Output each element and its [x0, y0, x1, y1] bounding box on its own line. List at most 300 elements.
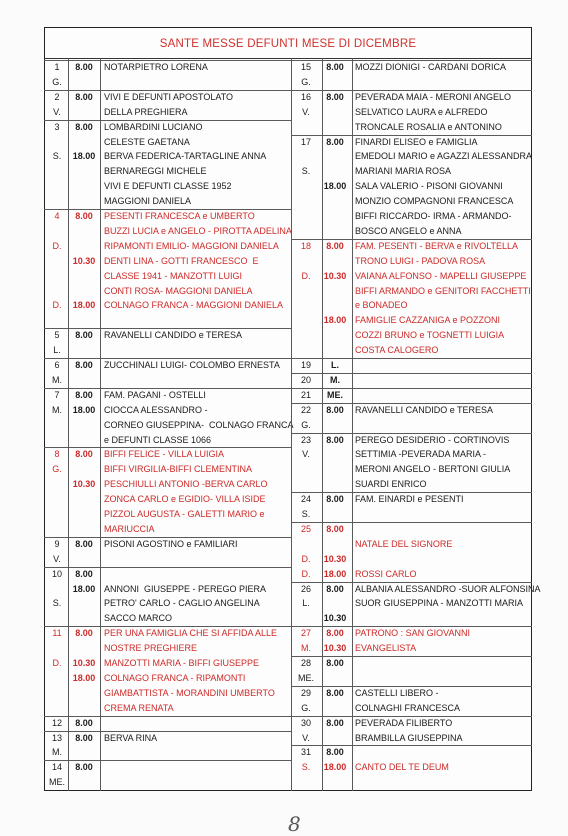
row-divider [291, 716, 532, 717]
day-cell: 16 [300, 91, 311, 102]
table-row [44, 60, 291, 75]
row-divider [291, 239, 532, 240]
time-cell: 8.00 [75, 538, 93, 549]
table-row [291, 60, 532, 75]
names-cell: BOSCO ANGELO e ANNA [355, 225, 462, 236]
table-row [44, 522, 291, 537]
names-cell: FAM. PESENTI - BERVA e RIVOLTELLA [355, 240, 519, 251]
time-cell: 18.00 [323, 568, 347, 579]
table-row [44, 477, 291, 492]
table-row [291, 731, 532, 746]
names-cell: ALBANIA ALESSANDRO -SUOR ALFONSINA [355, 583, 541, 594]
day-cell: G. [52, 464, 62, 475]
row-divider [291, 492, 532, 493]
day-cell: 19 [300, 360, 311, 370]
table-row [291, 209, 532, 224]
table-row [44, 596, 291, 611]
names-cell: PISONI AGOSTINO e FAMILIARI [104, 538, 238, 549]
row-divider [44, 760, 291, 761]
day-cell: 29 [300, 687, 311, 698]
day-cell: 23 [300, 434, 311, 445]
day-cell: M. [52, 374, 62, 385]
names-cell: VAIANA ALFONSO - MAPELLI GIUSEPPE [355, 270, 527, 281]
time-cell: 8.00 [326, 628, 344, 639]
time-cell: 8.00 [326, 747, 344, 758]
time-cell: 10.30 [72, 255, 96, 266]
names-cell: MERONI ANGELO - BERTONI GIULIA [355, 464, 511, 475]
day-cell: 15 [300, 62, 311, 72]
row-divider [291, 135, 532, 136]
table-row [44, 224, 291, 239]
table-row [44, 90, 291, 105]
table-row [291, 135, 532, 150]
table-row [291, 105, 532, 120]
names-cell: MARIUCCIA [104, 523, 155, 534]
row-divider [44, 209, 291, 210]
day-cell: 11 [52, 628, 62, 639]
time-cell: 8.00 [326, 717, 344, 728]
time-cell: 8.00 [326, 687, 344, 698]
names-cell: PEVERADA MAIA - MERONI ANGELO [355, 91, 512, 102]
time-cell: 10.30 [72, 658, 96, 668]
day-cell: S. [301, 509, 311, 519]
names-cell: CREMA RENATA [104, 702, 174, 713]
names-cell: BRAMBILLA GIUSEPPINA [355, 732, 463, 743]
day-cell: 2 [54, 91, 60, 102]
day-cell: 13 [51, 732, 62, 743]
day-cell: 28 [300, 658, 311, 668]
table-row [291, 403, 532, 418]
table-row [44, 120, 291, 135]
names-cell: RAVANELLI CANDIDO e TERESA [355, 404, 494, 415]
time-cell: 18.00 [323, 762, 347, 773]
names-cell: SUARDI ENRICO [355, 479, 427, 490]
table-row [291, 641, 532, 656]
day-cell: ME. [48, 777, 65, 788]
table-row [291, 418, 532, 433]
names-cell: MAGGIONI DANIELA [104, 196, 192, 207]
names-cell: PEVERADA FILIBERTO [355, 717, 453, 728]
day-cell: 6 [54, 360, 60, 370]
table-row [44, 462, 291, 477]
day-cell: 8 [54, 449, 60, 460]
time-cell: 10.30 [323, 643, 347, 654]
table-row [44, 239, 291, 254]
time-cell: 10.30 [323, 553, 347, 564]
time-cell: 8.00 [326, 523, 344, 534]
names-cell: PESENTI FRANCESCA e UMBERTO [104, 211, 255, 221]
names-cell: SELVATICO LAURA e ALFREDO [355, 106, 488, 117]
day-cell: V. [302, 106, 310, 117]
table-row [291, 567, 532, 582]
time-cell: 8.00 [75, 211, 93, 221]
names-cell: LOMBARDINI LUCIANO [104, 121, 203, 132]
day-cell: 20 [300, 374, 311, 385]
table-row [44, 686, 291, 701]
day-cell: G. [52, 76, 62, 87]
day-cell: D. [301, 553, 311, 564]
time-cell: 18.00 [72, 300, 96, 311]
table-row [291, 492, 532, 507]
table-row [291, 313, 532, 328]
table-row [44, 492, 291, 507]
table-row [44, 537, 291, 552]
day-cell: 27 [300, 628, 311, 639]
day-cell: ME. [297, 672, 314, 683]
names-cell: CASTELLI LIBERO - [355, 687, 439, 698]
names-cell: MONZIO COMPAGNONI FRANCESCA [355, 196, 514, 207]
day-cell: L. [302, 598, 310, 609]
names-cell: BIFFI ARMANDO e GENITORI FACCHETTI [355, 285, 531, 296]
time-cell: 8.00 [75, 717, 93, 728]
day-cell: G. [301, 702, 311, 713]
time-cell: 8.00 [326, 658, 344, 668]
names-cell: VIVI E DEFUNTI APOSTOLATO [104, 91, 234, 102]
names-cell: ANNONI GIUSEPPE - PEREGO PIERA [104, 583, 267, 594]
table-row [44, 328, 291, 343]
table-row [291, 552, 532, 567]
table-row [291, 120, 532, 135]
time-cell: 8.00 [326, 404, 344, 415]
table-row [44, 313, 291, 328]
time-cell: 18.00 [323, 181, 347, 192]
row-divider [44, 567, 291, 568]
time-cell: 8.00 [326, 91, 344, 102]
table-row [44, 611, 291, 626]
table-row [44, 358, 291, 373]
table-row [44, 626, 291, 641]
table-row [44, 343, 291, 358]
table-row [44, 298, 291, 313]
names-cell: COZZI BRUNO e TOGNETTI LUIGIA [355, 330, 505, 341]
table-row [291, 477, 532, 492]
row-divider [291, 358, 532, 359]
page-number: 8 [288, 812, 301, 836]
names-cell: BIFFI VIRGILIA-BIFFI CLEMENTINA [104, 464, 253, 475]
day-cell: 3 [54, 121, 60, 132]
left-day-divider [68, 58, 69, 791]
names-cell: ZUCCHINALI LUIGI- COLOMBO ERNESTA [104, 360, 280, 370]
time-cell: 8.00 [326, 62, 344, 72]
names-cell: BIFFI RICCARDO- IRMA - ARMANDO- [355, 211, 512, 221]
time-cell: 8.00 [75, 568, 93, 579]
row-divider [291, 90, 532, 91]
names-cell: BERVA FEDERICA-TARTAGLINE ANNA [104, 151, 267, 162]
time-cell: L. [331, 360, 339, 370]
time-cell: 8.00 [75, 91, 93, 102]
names-cell: FAM. PAGANI - OSTELLI [104, 389, 206, 400]
table-row [291, 179, 532, 194]
day-cell: 4 [54, 211, 60, 221]
table-row [44, 388, 291, 403]
row-divider [44, 731, 291, 732]
right-time-divider [352, 58, 353, 791]
table-row [291, 90, 532, 105]
names-cell: BERNAREGGI MICHELE [104, 166, 207, 177]
day-cell: 1 [54, 62, 60, 72]
table-row [44, 701, 291, 716]
table-row [44, 582, 291, 597]
row-divider [44, 447, 291, 448]
names-cell: COLNAGO FRANCA - RIPAMONTI [104, 672, 246, 683]
names-cell: COLNAGO FRANCA - MAGGIONI DANIELA [104, 300, 284, 311]
table-row [291, 269, 532, 284]
names-cell: PATRONO : SAN GIOVANNI [355, 628, 471, 639]
time-cell: 8.00 [75, 732, 93, 743]
row-divider [291, 626, 532, 627]
row-divider [291, 745, 532, 746]
row-divider [44, 90, 291, 91]
time-cell: 18.00 [323, 315, 347, 326]
day-cell: G. [301, 76, 311, 87]
names-cell: RIPAMONTI EMILIO- MAGGIONI DANIELA [104, 240, 279, 251]
row-divider [291, 60, 532, 61]
row-divider [291, 433, 532, 434]
day-cell: 9 [54, 538, 60, 549]
names-cell: ROSSI CARLO [355, 568, 417, 579]
names-cell: PESCHIULLI ANTONIO -BERVA CARLO [104, 479, 268, 490]
table-row [44, 164, 291, 179]
names-cell: EVANGELISTA [355, 643, 417, 654]
table-row [291, 149, 532, 164]
day-cell: 7 [54, 389, 60, 400]
table-row [44, 760, 291, 775]
names-cell: DELLA PREGHIERA [104, 106, 188, 117]
names-cell: NATALE DEL SIGNORE [355, 538, 453, 549]
day-cell: M. [52, 404, 62, 415]
row-divider [44, 626, 291, 627]
names-cell: PER UNA FAMIGLIA CHE SI AFFIDA ALLE [104, 628, 278, 639]
time-cell: 18.00 [72, 672, 96, 683]
names-cell: BIFFI FELICE - VILLA LUIGIA [104, 449, 225, 460]
day-cell: V. [302, 732, 310, 743]
table-row [44, 403, 291, 418]
day-cell: D. [52, 240, 62, 251]
table-row [44, 269, 291, 284]
row-divider [291, 403, 532, 404]
day-cell: S. [301, 166, 311, 177]
table-row [44, 641, 291, 656]
names-cell: EMEDOLI MARIO e AGAZZI ALESSANDRA [355, 151, 533, 162]
time-cell: ME. [326, 389, 343, 400]
names-cell: PEREGO DESIDERIO - CORTINOVIS [355, 434, 510, 445]
row-divider [44, 60, 291, 61]
time-cell: 8.00 [75, 762, 93, 773]
time-cell: 10.30 [323, 270, 347, 281]
row-divider [44, 537, 291, 538]
table-row [291, 537, 532, 552]
time-cell: 8.00 [326, 136, 344, 147]
names-cell: ZONCA CARLO e EGIDIO- VILLA ISIDE [104, 494, 266, 505]
row-divider [291, 388, 532, 389]
time-cell: M. [330, 374, 340, 385]
names-cell: CANTO DEL TE DEUM [355, 762, 449, 773]
row-divider [44, 716, 291, 717]
table-row [291, 194, 532, 209]
names-cell: FAMIGLIE CAZZANIGA e POZZONI [355, 315, 501, 326]
day-cell: 18 [300, 240, 311, 251]
table-row [44, 775, 291, 790]
time-cell: 8.00 [75, 121, 93, 132]
page-title: SANTE MESSE DEFUNTI MESE DI DICEMBRE [159, 38, 417, 50]
day-cell: V. [53, 106, 61, 117]
day-cell: 10 [51, 568, 62, 579]
table-row [291, 701, 532, 716]
table-row [44, 209, 291, 224]
names-cell: MOZZI DIONIGI - CARDANI DORICA [355, 62, 507, 72]
table-row [44, 447, 291, 462]
names-cell: CIOCCA ALESSANDRO - [104, 404, 208, 415]
table-row [44, 745, 291, 760]
table-row [44, 656, 291, 671]
time-cell: 8.00 [326, 434, 344, 445]
table-row [291, 716, 532, 731]
day-cell: S. [301, 762, 311, 773]
names-cell: TRONCALE ROSALIA e ANTONINO [355, 121, 502, 132]
time-cell: 8.00 [75, 330, 93, 341]
table-row [291, 284, 532, 299]
row-divider [44, 328, 291, 329]
day-cell: 24 [300, 494, 311, 505]
time-cell: 18.00 [72, 404, 96, 415]
time-cell: 18.00 [72, 583, 96, 594]
row-divider [44, 358, 291, 359]
day-cell: 26 [300, 583, 311, 594]
day-cell: 17 [300, 136, 311, 147]
table-row [44, 373, 291, 388]
names-cell: BERVA RINA [104, 732, 158, 743]
row-divider [291, 686, 532, 687]
names-cell: e BONADEO [355, 300, 408, 311]
names-cell: SUOR GIUSEPPINA - MANZOTTI MARIA [355, 598, 524, 609]
day-cell: 31 [300, 747, 311, 758]
table-row [291, 373, 532, 388]
names-cell: MARIANI MARIA ROSA [355, 166, 452, 177]
names-cell: e DEFUNTI CLASSE 1066 [104, 434, 212, 445]
day-cell: S. [52, 151, 62, 162]
table-row [291, 447, 532, 462]
row-divider [44, 388, 291, 389]
day-cell: 14 [51, 762, 62, 773]
names-cell: SACCO MARCO [104, 613, 173, 624]
time-cell: 18.00 [72, 151, 96, 162]
table-row [44, 433, 291, 448]
table-row [291, 671, 532, 686]
row-divider [44, 120, 291, 121]
table-row [291, 611, 532, 626]
day-cell: V. [302, 449, 310, 460]
left-time-divider [100, 58, 101, 791]
names-cell: DENTI LINA - GOTTI FRANCESCO E [104, 255, 259, 266]
day-cell: 30 [300, 717, 311, 728]
names-cell: SETTIMIA -PEVERADA MARIA - [355, 449, 487, 460]
time-cell: 8.00 [75, 628, 93, 639]
day-cell: 25 [300, 523, 311, 534]
names-cell: CORNEO GIUSEPPINA- COLNAGO FRANCA [104, 419, 294, 430]
table-row [291, 626, 532, 641]
table-row [44, 731, 291, 746]
names-cell: NOSTRE PREGHIERE [104, 643, 198, 654]
day-cell: M. [301, 643, 311, 654]
table-row [44, 194, 291, 209]
table-row [44, 418, 294, 433]
center-divider [291, 58, 292, 791]
table-row [44, 507, 291, 522]
day-cell: D. [52, 300, 62, 311]
table-row [291, 745, 532, 760]
names-cell: CLASSE 1941 - MANZOTTI LUIGI [104, 270, 243, 281]
right-day-divider [322, 58, 323, 791]
names-cell: FAM. EINARDI e PESENTI [355, 494, 464, 505]
row-divider [291, 522, 532, 523]
time-cell: 8.00 [326, 240, 344, 251]
names-cell: COSTA CALOGERO [355, 345, 439, 356]
time-cell: 8.00 [326, 494, 344, 505]
names-cell: MANZOTTI MARIA - BIFFI GIUSEPPE [104, 658, 260, 668]
row-divider [291, 582, 532, 583]
table-row [291, 254, 532, 269]
table-row [291, 75, 532, 90]
table-row [44, 149, 291, 164]
table-row [291, 433, 532, 448]
names-cell: VIVI E DEFUNTI CLASSE 1952 [104, 181, 232, 192]
table-row [291, 328, 532, 343]
title-divider [44, 58, 532, 59]
day-cell: M. [52, 747, 62, 758]
names-cell: NOTARPIETRO LORENA [104, 62, 208, 72]
table-row [291, 239, 532, 254]
day-cell: 12 [51, 717, 62, 728]
time-cell: 10.30 [72, 479, 96, 490]
time-cell: 8.00 [75, 360, 93, 370]
table-row [291, 343, 532, 358]
day-cell: 5 [54, 330, 60, 341]
table-row [291, 522, 532, 537]
row-divider [291, 656, 532, 657]
table-row [291, 388, 532, 403]
table-row [291, 224, 532, 239]
names-cell: PIZZOL AUGUSTA - GALETTI MARIO e [104, 509, 265, 519]
time-cell: 10.30 [323, 613, 347, 624]
names-cell: PETRO' CARLO - CAGLIO ANGELINA [104, 598, 260, 609]
table-row [44, 105, 291, 120]
table-row [291, 582, 541, 597]
names-cell: GIAMBATTISTA - MORANDINI UMBERTO [104, 687, 275, 698]
table-row [44, 671, 291, 686]
row-divider [291, 373, 532, 374]
names-cell: COLNAGHI FRANCESCA [355, 702, 461, 713]
table-row [44, 75, 291, 90]
table-row [291, 656, 532, 671]
day-cell: D. [301, 568, 311, 579]
table-row [44, 135, 291, 150]
names-cell: FINARDI ELISEO e FAMIGLIA [355, 136, 478, 147]
table-row [291, 462, 532, 477]
time-cell: 8.00 [75, 449, 93, 460]
day-cell: 22 [300, 404, 311, 415]
time-cell: 8.00 [75, 389, 93, 400]
table-row [44, 567, 291, 582]
table-row [44, 284, 291, 299]
table-row [291, 686, 532, 701]
day-cell: G. [301, 419, 311, 430]
names-cell: CONTI ROSA- MAGGIONI DANIELA [104, 285, 253, 296]
table-row [291, 596, 532, 611]
table-row [44, 179, 291, 194]
day-cell: L. [53, 345, 61, 356]
day-cell: 21 [300, 389, 311, 400]
table-row [291, 298, 532, 313]
